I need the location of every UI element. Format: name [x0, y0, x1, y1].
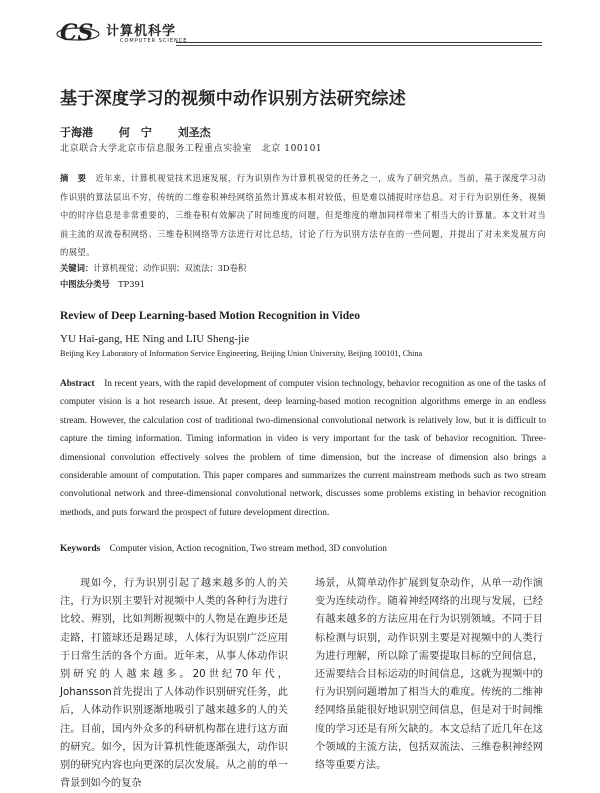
header-rule	[176, 42, 542, 43]
abstract-cn-label: 摘 要	[60, 173, 87, 183]
affiliation-cn: 北京联合大学北京市信息服务工程重点实验室 北京 100101	[60, 144, 323, 154]
clc-value: TP391	[118, 279, 146, 289]
keywords-en	[60, 540, 387, 554]
author-1-cn: 于海港	[60, 126, 93, 139]
paper-title-cn: 基于深度学习的视频中动作识别方法研究综述	[60, 89, 406, 109]
abstract-en-text: In recent years, with the rapid development of computer vision technology, behavior recognition as one of the tasks of computer vision is a hot research issue. At present, deep learning-based motion recognition algorithms emerge in an endless stream. However, the calculation cost of traditional two-dimensional convolutional network is relatively low, but it is difficult to capture the timing information. Timing information in video is very important for the task of behavior recognition. Three-dimensional convolution effectively solves the problem of time dimension, but the increase of dimension also brings a considerable amount of computation. This paper compares and summarizes the current mainstream methods such as two stream convolutional network and three-dimensional convolutional network, discusses some problems existing in behavior recognition methods, and puts forward the prospect of future development direction.	[60, 379, 546, 518]
paper-title-en: Review of Deep Learning-based Motion Recognition in Video	[60, 310, 360, 322]
logo-text: CS	[60, 20, 94, 46]
keywords-en-text: Computer vision, Action recognition, Two stream method, 3D convolution	[109, 544, 387, 554]
keywords-cn	[60, 262, 246, 274]
header-rule-thin	[176, 45, 542, 46]
journal-name-cn: 计算机科学	[106, 24, 177, 39]
body-column-right: 场景，从简单动作扩展到复杂动作，从单一动作演变为连续动作。随着神经网络的出现与发展，已经有越来越多的方法应用在行为识别领域。不同于目标检测与识别，动作识别主要是对视频中的人类行为进行理解，所以除了需要提取目标的空间信息，还需要结合目标运动的时间信息，这就为视频中的行为识别问题增加了相当大的难度。传统的二维神经网络虽能很好地识别空间信息，但是对于时间维度的学习还是有所欠缺的。本文总结了近几年在这个领域的主流方法，包括双流法、三维卷积神经网络等重要方法。	[315, 578, 543, 772]
authors-en: YU Hai-gang, HE Ning and LIU Sheng-jie	[60, 333, 250, 345]
journal-logo	[56, 18, 112, 48]
authors-cn	[60, 124, 233, 140]
body-column-left: 现如今，行为识别引起了越来越多的人的关注，行为识别主要针对视频中人类的各种行为进行比较、辨别，比如判断视频中的人物是在跑步还是走路，打篮球还是踢足球，人体行为识别广泛应用于日常生活的各个方面。近年来，从事人体动作识别研究的人越来越多。20世纪70年代，Johansson首先提出了人体动作识别研究任务，此后，人体动作识别逐渐地吸引了越来越多的人的关注。目前，国内外众多的科研机构都在进行这方面的研究。如今，因为计算机性能逐渐强大，动作识别的研究内容也向更深的层次发展。从之前的单一背景到如今的复杂	[60, 578, 288, 790]
keywords-cn-label: 关键词：	[60, 263, 94, 273]
author-2-cn: 何 宁	[118, 126, 152, 139]
abstract-en-label: Abstract	[60, 379, 95, 389]
abstract-en	[60, 375, 546, 522]
journal-name-en: COMPUTER SCIENCE	[120, 38, 188, 44]
keywords-cn-text: 计算机视觉；动作识别；双流法；3D卷积	[93, 263, 247, 273]
affiliation-en: Beijing Key Laboratory of Information Service Engineering, Beijing Union University, Beijing 100101, China	[60, 349, 423, 358]
clc-number	[60, 278, 145, 290]
author-3-cn: 刘圣杰	[177, 126, 211, 139]
clc-label: 中图法分类号	[60, 279, 110, 289]
abstract-cn	[60, 169, 546, 262]
journal-header	[56, 18, 542, 50]
keywords-en-label: Keywords	[60, 544, 101, 554]
abstract-cn-text: 近年来，计算机视觉技术迅速发展，行为识别作为计算机视觉的任务之一，成为了研究热点。当前，基于深度学习动作识别的算法层出不穷，传统的二维卷积神经网络虽然计算成本相对较低，但是难以捕捉时序信息。对于行为识别任务，视频中的时序信息是非常重要的，三维卷积有效解决了时间维度的问题，但是维度的增加同样带来了相当大的计算量。本文针对当前主流的双流卷积网络、三维卷积网络等方法进行对比总结，讨论了行为识别方法存在的一些问题，并提出了对未来发展方向的展望。	[60, 173, 547, 258]
